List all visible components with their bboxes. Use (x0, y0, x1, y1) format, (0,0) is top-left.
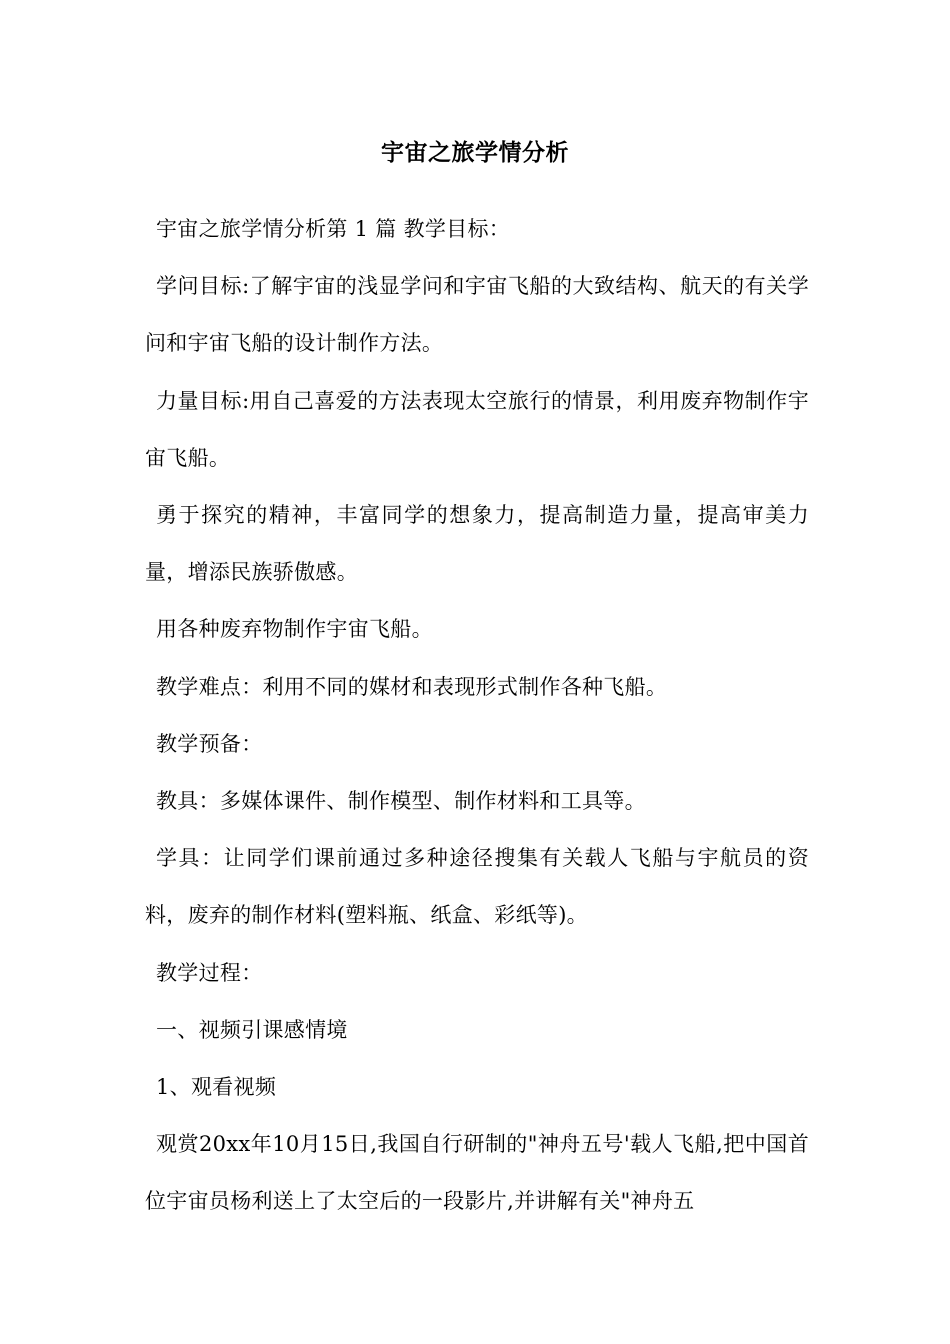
paragraph: 宇宙之旅学情分析第 1 篇 教学目标： (156, 217, 511, 241)
paragraph: 学问目标:了解宇宙的浅显学问和宇宙飞船的大致结构、航天的有关学问和宇宙飞船的设计制作方法。 (145, 274, 809, 356)
paragraph: 观赏20xx年10月15日,我国自行研制的"神舟五号'载人飞船,把中国首位宇宙员杨利送上了太空后的一段影片,并讲解有关"神舟五 (145, 1132, 809, 1214)
paragraph: 学具：让同学们课前通过多种途径搜集有关载人飞船与宇航员的资料，废弃的制作材料(塑料瓶、纸盒、彩纸等)。 (145, 846, 809, 928)
document-body (145, 201, 809, 1231)
document-title: 宇宙之旅学情分析 (381, 139, 569, 166)
paragraph: 勇于探究的精神，丰富同学的想象力，提高制造力量，提高审美力量，增添民族骄傲感。 (145, 503, 809, 585)
paragraph: 教具：多媒体课件、制作模型、制作材料和工具等。 (156, 789, 646, 814)
paragraph: 教学难点：利用不同的媒材和表现形式制作各种飞船。 (156, 674, 668, 699)
paragraph: 用各种废弃物制作宇宙飞船。 (156, 617, 433, 642)
paragraph: 教学过程： (156, 960, 263, 985)
paragraph: 教学预备： (156, 731, 263, 756)
paragraph: 1、观看视频 (156, 1075, 277, 1100)
paragraph: 一、视频引课感情境 (156, 1017, 348, 1042)
paragraph: 力量目标:用自己喜爱的方法表现太空旅行的情景，利用废弃物制作宇宙飞船。 (145, 388, 809, 470)
